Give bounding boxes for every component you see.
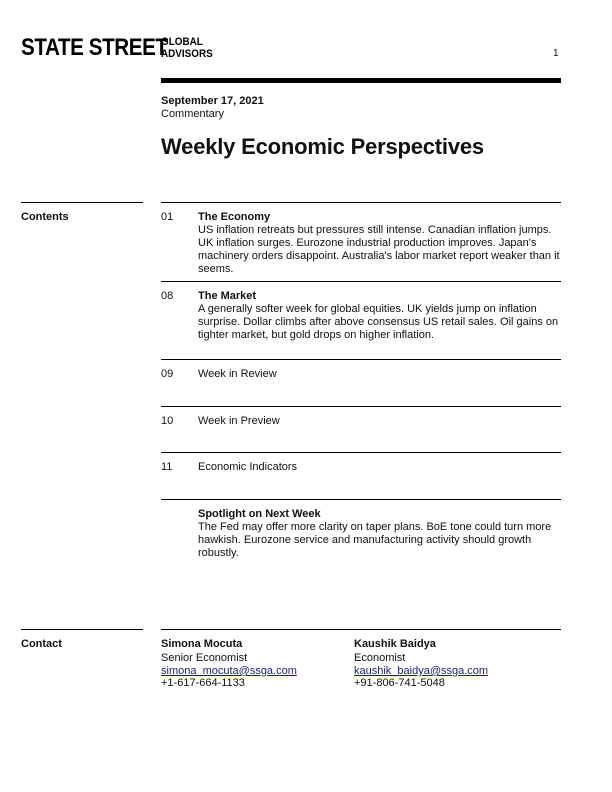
toc-summary-market: A generally softer week for global equities. UK yields jump on inflation surprise. Dollar climbs after above consensus US retail sales. Oil gains on tighter market, but gold drops on higher inflation. [198, 303, 559, 341]
toc-divider [161, 452, 561, 453]
contact-email-link[interactable]: kaushik_baidya@ssga.com [354, 665, 489, 677]
toc-heading-market[interactable]: The Market [198, 290, 257, 302]
document-type: Commentary [161, 108, 224, 120]
spotlight-heading: Spotlight on Next Week [198, 508, 321, 520]
logo-state-street: STATE STREET [21, 34, 168, 61]
contact-email-link[interactable]: simona_mocuta@ssga.com [161, 665, 297, 677]
contact-left-rule [21, 629, 143, 630]
contact-card [161, 638, 341, 690]
logo-sub-line-1: GLOBAL [161, 36, 203, 48]
toc-heading-economy[interactable]: The Economy [198, 211, 271, 223]
toc-page-01: 01 [161, 211, 174, 223]
toc-divider [161, 499, 561, 500]
toc-week-in-review[interactable]: Week in Review [198, 368, 277, 380]
toc-divider [161, 406, 561, 407]
contact-label: Contact [21, 638, 62, 650]
contact-card [354, 638, 554, 690]
contact-phone: +91-806-741-5048 [354, 677, 445, 689]
toc-divider [161, 281, 561, 282]
toc-summary-economy: US inflation retreats but pressures still intense. Canadian inflation jumps. UK inflation surges. Eurozone industrial production improves. Japan's machinery orders disappoint. Australia's labor market report weaker than it seems. [198, 224, 560, 275]
toc-page-08: 08 [161, 290, 174, 302]
logo-global-advisors [161, 36, 213, 60]
toc-page-10: 10 [161, 415, 174, 427]
toc-divider [161, 359, 561, 360]
contact-role: Economist [354, 652, 406, 664]
contents-left-rule [21, 202, 143, 203]
contents-label: Contents [21, 211, 69, 223]
spotlight-summary: The Fed may offer more clarity on taper plans. BoE tone could turn more hawkish. Eurozone service and manufacturing activity should growth robustly. [198, 521, 552, 559]
toc-week-in-preview[interactable]: Week in Preview [198, 415, 280, 427]
header-divider [161, 78, 561, 83]
page-number: 1 [553, 48, 559, 59]
publication-date: September 17, 2021 [161, 95, 264, 107]
contact-phone: +1-617-664-1133 [161, 677, 245, 689]
contents-right-rule [161, 202, 561, 203]
logo-sub-line-2: ADVISORS [161, 48, 213, 60]
contact-name: Simona Mocuta [161, 638, 243, 650]
page-title: Weekly Economic Perspectives [161, 134, 484, 159]
contact-right-rule [161, 629, 561, 630]
contact-role: Senior Economist [161, 652, 248, 664]
toc-page-11: 11 [161, 461, 173, 473]
toc-economic-indicators[interactable]: Economic Indicators [198, 461, 298, 473]
contact-name: Kaushik Baidya [354, 638, 436, 650]
toc-page-09: 09 [161, 368, 174, 380]
